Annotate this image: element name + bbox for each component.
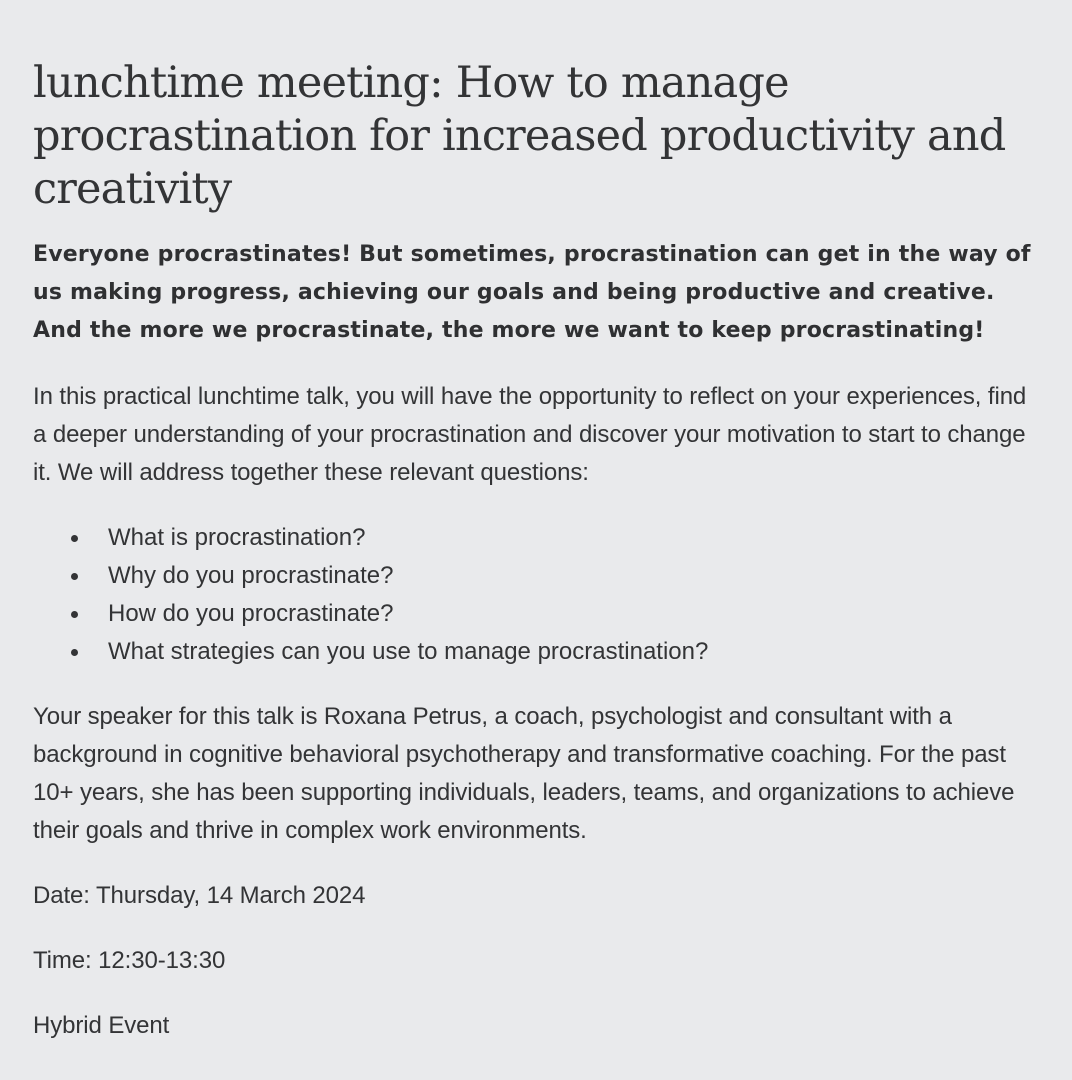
list-item — [108, 557, 1042, 595]
list-item — [108, 633, 1042, 671]
event-type: Hybrid Event — [33, 1012, 170, 1039]
page-title: lunchtime meeting: How to manage procrastination for increased productivity and creativity — [33, 58, 1006, 214]
bullet-icon — [71, 535, 78, 542]
bullet-icon — [71, 573, 78, 580]
speaker-paragraph: Your speaker for this talk is Roxana Petrus, a coach, psychologist and consultant with a background in cognitive behavioral psychotherapy and transformative coaching. For the past 10+ years, she has been supporting individuals, leaders, teams, and organizations to achieve their goals and thrive in complex work environments. — [33, 703, 1015, 844]
bullet-icon — [71, 611, 78, 618]
intro-paragraph: In this practical lunchtime talk, you will have the opportunity to reflect on your experiences, find a deeper understanding of your procrastination and discover your motivation to start to change it. We will address together these relevant questions: — [33, 383, 1027, 486]
list-item-text: Why do you procrastinate? — [108, 562, 394, 589]
list-item-text: What is procrastination? — [108, 524, 366, 551]
questions-list — [33, 519, 1042, 671]
list-item-text: What strategies can you use to manage procrastination? — [108, 638, 709, 665]
lead-paragraph: Everyone procrastinates! But sometimes, procrastination can get in the way of us making progress, achieving our goals and being productive and creative. And the more we procrastinate, the more we want to keep procrastinating! — [33, 242, 1031, 343]
bullet-icon — [71, 649, 78, 656]
list-item-text: How do you procrastinate? — [108, 600, 394, 627]
event-time: Time: 12:30-13:30 — [33, 947, 226, 974]
list-item — [108, 519, 1042, 557]
list-item — [108, 595, 1042, 633]
event-date: Date: Thursday, 14 March 2024 — [33, 882, 366, 909]
